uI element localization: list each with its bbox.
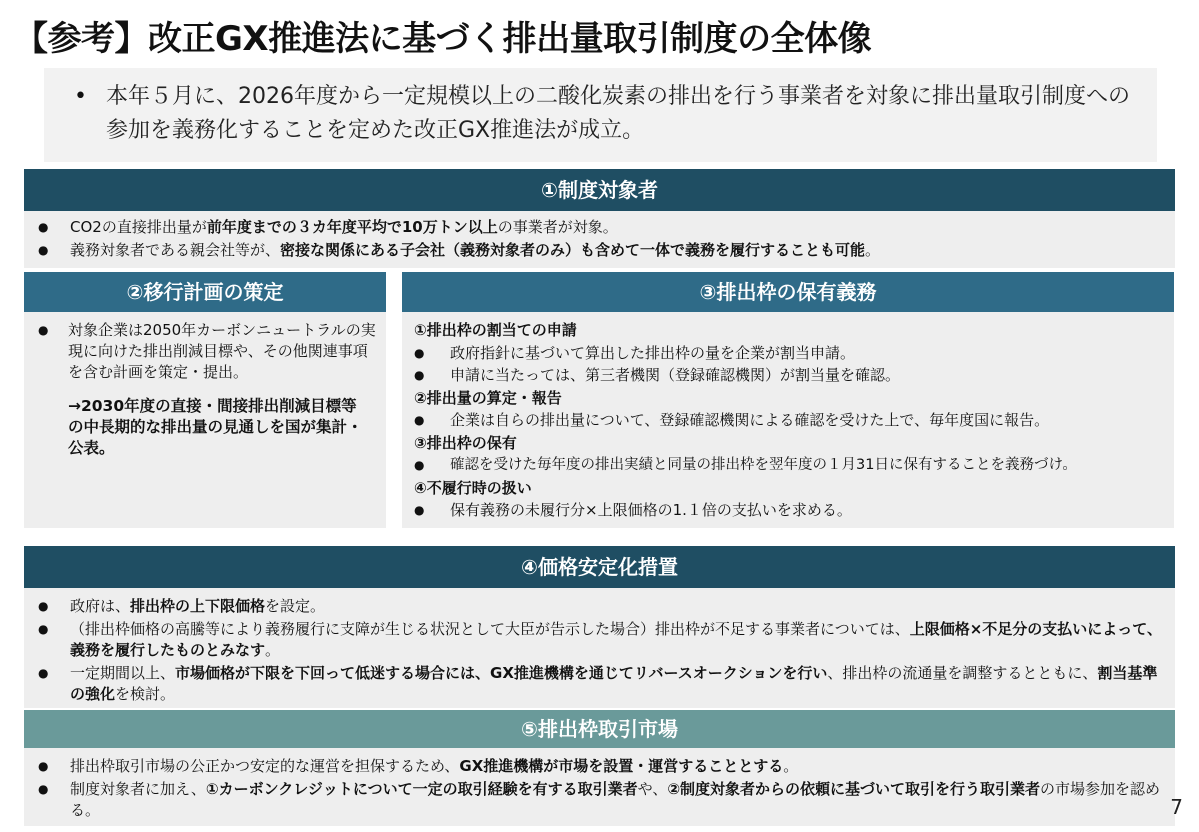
summary-box — [44, 68, 1157, 162]
section4-body — [24, 588, 1175, 708]
section5-header: ⑤排出枠取引市場 — [24, 710, 1175, 748]
section5-item-2: ● 制度対象者に加え、①カーボンクレジットについて一定の取引経験を有する取引業者や、②制度対象者からの依頼に基づいて取引を行う取引業者の市場参加を認める。 — [38, 780, 1161, 819]
section3-group-1-title: ①排出枠の割当ての申請 — [414, 321, 577, 339]
section3-group-1-item-2: ● 申請に当たっては、第三者機関（登録確認機関）が割当量を確認。 — [414, 366, 901, 384]
section4-item-1: ● 政府は、排出枠の上下限価格を設定。 — [38, 597, 326, 615]
section4-item-3: ● 一定期間以上、市場価格が下限を下回って低迷する場合には、GX推進機構を通じてリバースオークションを行い、排出枠の流通量を調整するとともに、割当基準の強化を検討。 — [38, 664, 1158, 703]
page-title: 【参考】改正GX推進法に基づく排出量取引制度の全体像 — [14, 19, 872, 59]
section1-item-1: ● CO2の直接排出量が前年度までの３カ年度平均で10万トン以上の事業者が対象。 — [38, 218, 618, 236]
section5-item-1: ● 排出枠取引市場の公正かつ安定的な運営を担保するため、GX推進機構が市場を設置・運営することとする。 — [38, 757, 799, 775]
section4-header: ④価格安定化措置 — [24, 546, 1175, 588]
section3-body — [402, 312, 1174, 528]
section1-body — [24, 211, 1175, 268]
section2-item: ● 対象企業は2050年カーボンニュートラルの実現に向けた排出削減目標や、その他関連事項を含む計画を策定・提出。 — [38, 321, 376, 381]
section3-group-1-item-1: ● 政府指針に基づいて算出した排出枠の量を企業が割当申請。 — [414, 344, 856, 362]
section3-header: ③排出枠の保有義務 — [402, 272, 1174, 312]
section2-body — [24, 312, 386, 528]
section1-header: ①制度対象者 — [24, 169, 1175, 211]
section3-group-4-item-1: ● 保有義務の未履行分×上限価格の1.１倍の支払いを求める。 — [414, 501, 852, 519]
section2-arrow-note: →2030年度の直接・間接排出削減目標等の中長期的な排出量の見通しを国が集計・公表。 — [68, 397, 363, 457]
page-number: 7 — [1170, 795, 1183, 819]
section3-group-2-title: ②排出量の算定・報告 — [414, 389, 562, 407]
summary-bullet: • — [74, 84, 87, 109]
section5-body — [24, 748, 1175, 826]
section2-header: ②移行計画の策定 — [24, 272, 386, 312]
section4-item-2: ● （排出枠価格の高騰等により義務履行に支障が生じる状況として大臣が告示した場合）排出枠が不足する事業者については、上限価格×不足分の支払いによって、義務を履行したものとみなす。 — [38, 620, 1162, 659]
section1-item-2: ● 義務対象者である親会社等が、密接な関係にある子会社（義務対象者のみ）も含めて一体で義務を履行することも可能。 — [38, 241, 881, 259]
summary-text: 本年５月に、2026年度から一定規模以上の二酸化炭素の排出を行う事業者を対象に排出量取引制度への参加を義務化することを定めた改正GX推進法が成立。 — [106, 84, 1130, 143]
section3-group-3-item-1: ● 確認を受けた毎年度の排出実績と同量の排出枠を翌年度の１月31日に保有することを義務づけ。 — [414, 457, 1077, 473]
section3-group-4-title: ④不履行時の扱い — [414, 479, 532, 497]
section3-group-3-title: ③排出枠の保有 — [414, 434, 517, 452]
section3-group-2-item-1: ● 企業は自らの排出量について、登録確認機関による確認を受けた上で、毎年度国に報告。 — [414, 411, 1050, 429]
